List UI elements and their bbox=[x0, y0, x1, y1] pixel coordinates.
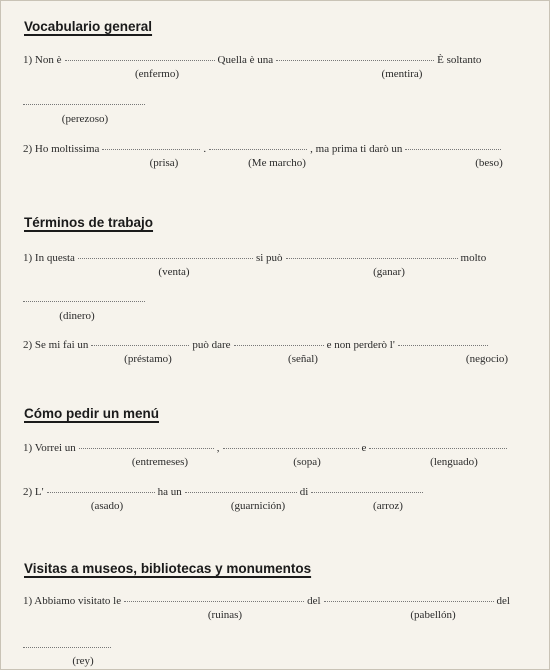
answer-blank[interactable] bbox=[405, 139, 501, 150]
hint-text: (entremeses) bbox=[131, 456, 189, 468]
answer-blank[interactable] bbox=[91, 335, 189, 346]
answer-blank[interactable] bbox=[209, 139, 307, 150]
line-text: 2) Ho moltissima bbox=[23, 143, 100, 155]
hint-text: (lenguado) bbox=[430, 456, 478, 468]
hint-text: (Me marcho) bbox=[248, 157, 306, 169]
line-text: e non perderò l' bbox=[326, 339, 395, 351]
line-text: del bbox=[496, 595, 510, 607]
line-text: 1) Non è bbox=[23, 54, 62, 66]
answer-blank[interactable] bbox=[398, 335, 488, 346]
answer-blank[interactable] bbox=[23, 637, 111, 648]
answer-blank[interactable] bbox=[234, 335, 324, 346]
hint-text: (ruinas) bbox=[207, 609, 243, 621]
exercise-line bbox=[23, 52, 541, 68]
hint-text: (ganar) bbox=[373, 266, 405, 278]
exercise-line bbox=[23, 141, 541, 157]
section-heading: Términos de trabajo bbox=[24, 215, 154, 230]
line-text: di bbox=[299, 486, 309, 498]
exercise-line bbox=[23, 250, 541, 266]
hint-text: (mentira) bbox=[381, 68, 423, 80]
line-text: molto bbox=[460, 252, 487, 264]
exercise-line bbox=[23, 484, 541, 500]
exercise-line bbox=[23, 293, 541, 309]
answer-blank[interactable] bbox=[79, 438, 214, 449]
line-text: 1) Abbiamo visitato le bbox=[23, 595, 122, 607]
answer-blank[interactable] bbox=[324, 591, 494, 602]
hint-text: (guarnición) bbox=[230, 500, 286, 512]
answer-blank[interactable] bbox=[65, 50, 215, 61]
answer-blank[interactable] bbox=[369, 438, 507, 449]
hint-text: (negocio) bbox=[465, 353, 509, 365]
line-text: È soltanto bbox=[437, 54, 482, 66]
hint-text: (enfermo) bbox=[135, 68, 179, 80]
line-text: e bbox=[361, 442, 367, 454]
line-text: del bbox=[307, 595, 321, 607]
line-text: 2) Se mi fai un bbox=[23, 339, 89, 351]
line-text: Quella è una bbox=[217, 54, 274, 66]
hint-text: (venta) bbox=[158, 266, 190, 278]
answer-blank[interactable] bbox=[102, 139, 200, 150]
hint-text: (rey) bbox=[72, 655, 94, 667]
hint-text: (dinero) bbox=[59, 310, 95, 322]
hint-text: (préstamo) bbox=[124, 353, 172, 365]
hint-text: (perezoso) bbox=[61, 113, 109, 125]
answer-blank[interactable] bbox=[223, 438, 359, 449]
hint-text: (sopa) bbox=[293, 456, 321, 468]
answer-blank[interactable] bbox=[78, 248, 253, 259]
section-heading: Vocabulario general bbox=[24, 19, 153, 34]
exercise-line bbox=[23, 96, 541, 112]
line-text: , bbox=[216, 442, 220, 454]
answer-blank[interactable] bbox=[124, 591, 304, 602]
exercise-line bbox=[23, 593, 541, 609]
answer-blank[interactable] bbox=[286, 248, 458, 259]
hint-text: (arroz) bbox=[373, 500, 403, 512]
hint-text: (pabellón) bbox=[410, 609, 456, 621]
answer-blank[interactable] bbox=[185, 482, 297, 493]
answer-blank[interactable] bbox=[23, 291, 145, 302]
exercise-line bbox=[23, 639, 541, 655]
line-text: 1) Vorrei un bbox=[23, 442, 76, 454]
line-text: ha un bbox=[157, 486, 182, 498]
section-heading: Visitas a museos, bibliotecas y monumentos bbox=[24, 561, 312, 576]
exercise-line bbox=[23, 440, 541, 456]
line-text: , ma prima ti darò un bbox=[310, 143, 403, 155]
answer-blank[interactable] bbox=[47, 482, 155, 493]
exercise-line bbox=[23, 337, 541, 353]
answer-blank[interactable] bbox=[311, 482, 423, 493]
hint-text: (señal) bbox=[288, 353, 318, 365]
line-text: può dare bbox=[192, 339, 231, 351]
hint-text: (prisa) bbox=[149, 157, 179, 169]
answer-blank[interactable] bbox=[276, 50, 434, 61]
line-text: 2) L' bbox=[23, 486, 44, 498]
line-text: . bbox=[203, 143, 207, 155]
line-text: 1) In questa bbox=[23, 252, 75, 264]
section-heading: Cómo pedir un menú bbox=[24, 406, 159, 421]
answer-blank[interactable] bbox=[23, 94, 145, 105]
line-text: si può bbox=[255, 252, 283, 264]
hint-text: (beso) bbox=[475, 157, 503, 169]
hint-text: (asado) bbox=[90, 500, 124, 512]
